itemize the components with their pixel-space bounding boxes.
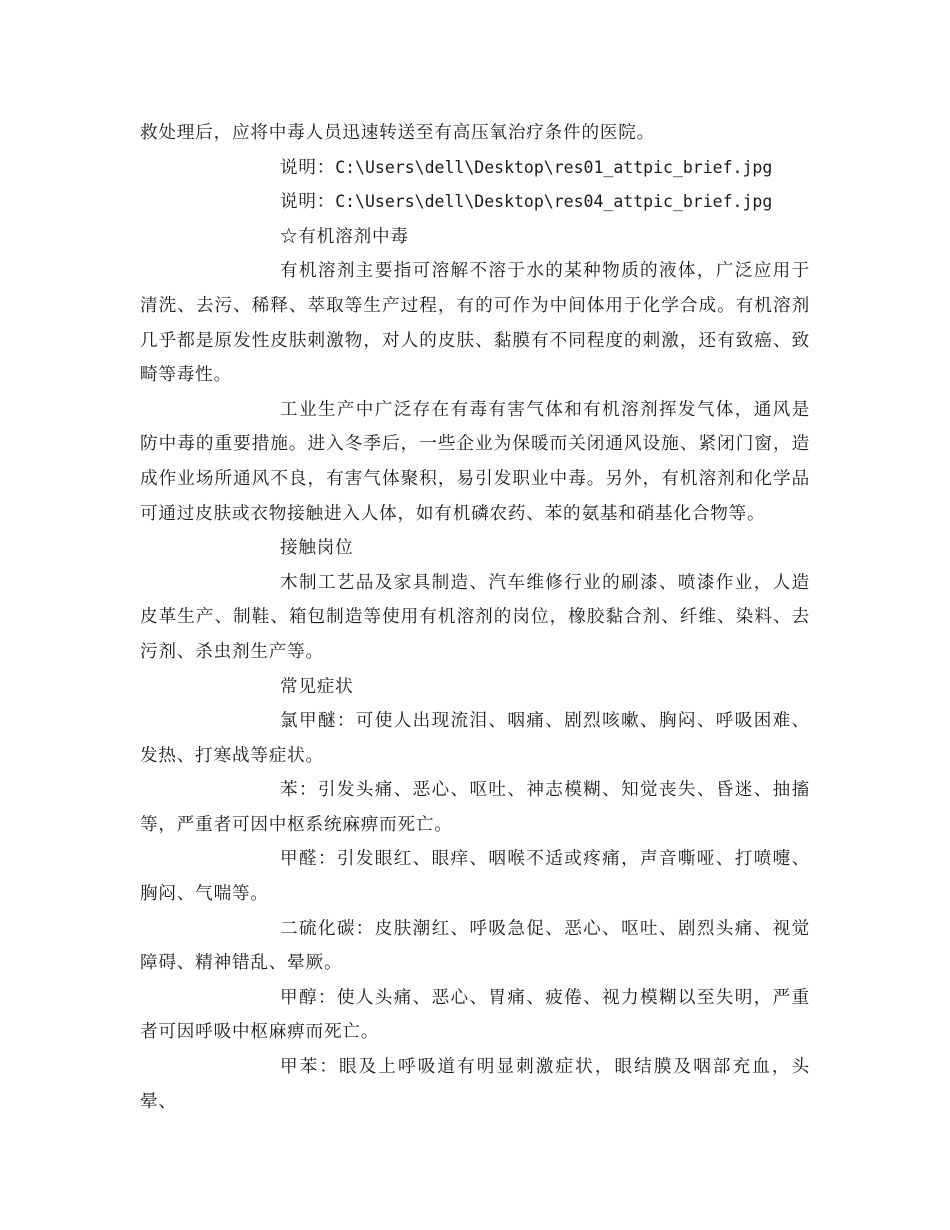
symptom-item: 氯甲醚：可使人出现流泪、咽痛、剧烈咳嗽、胸闷、呼吸困难、发热、打寒战等症状。 [140,711,810,766]
symptom-item: 甲醇：使人头痛、恶心、胃痛、疲倦、视力模糊以至失明，严重者可因呼吸中枢麻痹而死亡。 [140,987,810,1043]
symptom-item: 甲苯：眼及上呼吸道有明显刺激症状，眼结膜及咽部充血，头晕、 [140,1057,810,1112]
section-title: ☆有机溶剂中毒 [280,226,409,247]
image-caption [140,185,810,220]
caption-path: C:\Users\dell\Desktop\res04_attpic_brief.jpg [335,192,773,212]
symptom-item: 苯：引发头痛、恶心、呕吐、神志模糊、知觉丧失、昏迷、抽搐等，严重者可因中枢系统麻痹而死亡。 [140,780,810,835]
symptom-item: 二硫化碳：皮肤潮红、呼吸急促、恶心、呕吐、剧烈头痛、视觉障碍、精神错乱、晕厥。 [140,918,810,974]
document-body [140,116,810,1119]
image-caption [140,151,810,186]
paragraph: 有机溶剂主要指可溶解不溶于水的某种物质的液体，广泛应用于清洗、去污、稀释、萃取等生产过程，有的可作为中间体用于化学合成。有机溶剂几乎都是原发性皮肤刺激物，对人的皮肤、黏膜有不同程度的刺激，还有致癌、致畸等毒性。 [140,261,810,386]
paragraph: 工业生产中广泛存在有毒有害气体和有机溶剂挥发气体，通风是防中毒的重要措施。进入冬季后，一些企业为保暖而关闭通风设施、紧闭门窗，造成作业场所通风不良，有害气体聚积，易引发职业中毒。另外，有机溶剂和化学品可通过皮肤或衣物接触进入人体，如有机磷农药、苯的氨基和硝基化合物等。 [140,399,810,524]
symptom-item: 甲醛：引发眼红、眼痒、咽喉不适或疼痛，声音嘶哑、打喷嚏、胸闷、气喘等。 [140,849,810,905]
positions-text: 木制工艺品及家具制造、汽车维修行业的刷漆、喷漆作业，人造皮革生产、制鞋、箱包制造等使用有机溶剂的岗位，橡胶黏合剂、纤维、染料、去污剂、杀虫剂生产等。 [140,572,810,662]
symptoms-heading: 常见症状 [280,676,354,697]
positions-heading: 接触岗位 [280,538,354,559]
caption-prefix: 说明： [280,192,336,213]
caption-prefix: 说明： [280,157,336,178]
continuation-text: 救处理后，应将中毒人员迅速转送至有高压氧治疗条件的医院。 [140,123,656,143]
caption-path: C:\Users\dell\Desktop\res01_attpic_brief.jpg [335,157,773,177]
